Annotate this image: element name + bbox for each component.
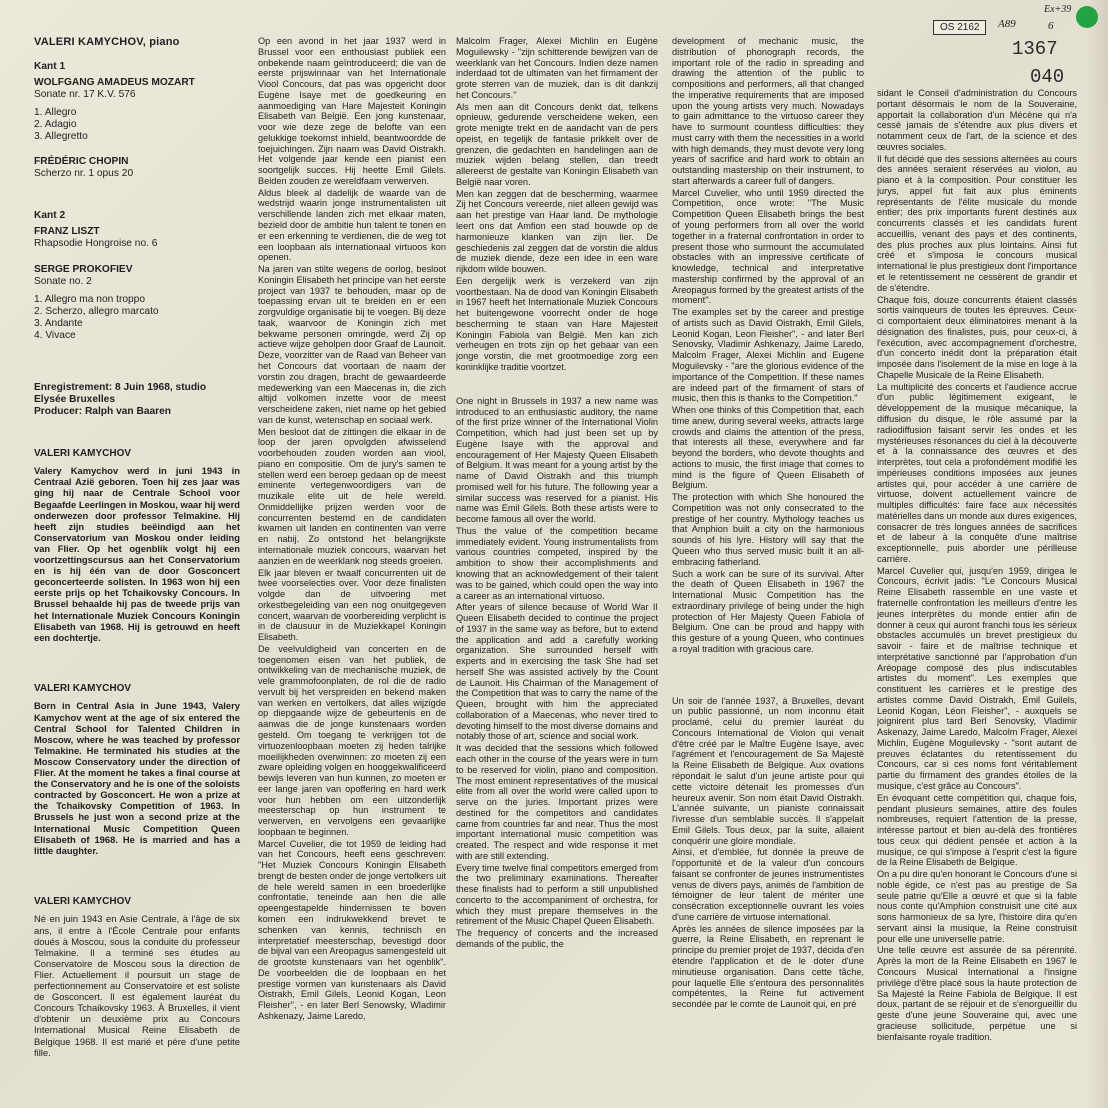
recording-date: Enregistrement: 8 Juin 1968, studio xyxy=(34,381,207,393)
side-2-label: Kant 2 xyxy=(34,210,66,222)
bio-fr: Né en juin 1943 en Asie Centrale, à l'âge de six ans, il entre à l'École Centrale pour enfants doués à Moscou, sous la conduite du professeur Telmakine. Il a terminé ses études au Conservatoire de Moscou sous la direction de Flier. Actuellement il poursuit un stage de perfectionnement au Conservatoire et est soliste de Gosconcert. Il est également lauréat du Concours Tchaikovsky 1963. À Bruxelles, il vient d'obtenir un deuxième prix au Concours International Musical Reine Elisabeth de Belgique 1968. Il est marié et père d'une petite fille. xyxy=(34,913,240,1058)
paragraph-nl: Aldus bleek al dadelijk de waarde van de wedstrijd waarin jonge instrumentalisten uit verschillende landen zich met elkaar maten, bezield door de ambitie hun talent te tonen en er een erkenning te verdienen, die de weg tot een loopbaan als internationaal virtuoos kon openen. xyxy=(258,187,446,263)
composer-mozart: WOLFGANG AMADEUS MOZART xyxy=(34,76,195,88)
work-mozart: Sonate nr. 17 K.V. 576 xyxy=(34,88,136,100)
paragraph-nl: Als men aan dit Concours denkt dat, telkens opnieuw, gedurende verscheidene weken, een grote menigte trekt en de aandacht van de pers opeist, en tegelijk de fantasie prikkelt over de grenzen, die gedachten en handelingen aan de muziek wijden belang stellen, dan treedt allereerst de gestalte van Koningin Elisabeth van België naar voren. xyxy=(456,101,658,187)
paragraph-fr: La multiplicité des concerts et l'audience accrue d'un public légitimement exigeant, le développement de la musique mécanique, la diffusion du disque, le rôle assumé par la radiodiffusion faisant servir les ondes et les mystérieuses résonances du ciel à la découverte et à la connaissance des œuvres et des interprètes, tout cela a profondément modifié les impérieuses conditions imposées aux jeunes artistes qui, pour accéder à une carrière de virtuose, doivent actuellement vaincre de multiples difficultés: faire face aux nécessités matérielles dans un monde aux dures exigences, consacrer de très longues années de sacrifices et de labeur à la conquête d'une maîtrise exceptionnelle, puis aborder une périlleuse carrière. xyxy=(877,381,1077,564)
movement: 2. Adagio xyxy=(34,118,77,130)
column-dutch xyxy=(258,36,446,1096)
paragraph-fr: sidant le Conseil d'administration du Concours portant désormais le nom de la Souveraine, apportait la collaboration d'un Mécène qui n'a cessé jamais de s'étendre aux plus divers et notamment ceux de l'art, de la science et des œuvres sociales. xyxy=(877,88,1077,152)
paragraph-fr: Un soir de l'année 1937, à Bruxelles, devant un public passionné, un nom inconnu était proclamé, celui du premier lauréat du Concours International de Violon qui venait d'être créé par le Maître Eugène Isaye, avec l'agrément et l'encouragement de Sa Majesté la Reine Elisabeth de Belgique. Aux ovations répondait le salut d'un jeune artiste pour qui cette victoire détenait les promesses d'un heureux avenir. Son nom était David Oistrakh. L'année suivante, un pianiste connaissait l'ivresse d'un semblable succès. Il s'appelait Emil Gilels. Tous deux, par la suite, allaient conquérir une gloire mondiale. xyxy=(672,695,864,846)
movement: 2. Scherzo, allegro marcato xyxy=(34,305,159,317)
producer: Producer: Ralph van Baaren xyxy=(34,405,172,417)
paragraph-en: The protection with which She honoured the Competition was not only consecrated to the prestige of her country. Mythology teaches us that Amphion built a city on the harmonious sounds of his lyre. History will say that the Queen who thus served music built it an all-embracing fatherland. xyxy=(672,492,864,567)
paragraph-fr: Après les années de silence imposées par la guerre, la Reine Elisabeth, en reprenant le principe du premier projet de 1937, décida d'en étendre l'application et de le doter d'une minutieuse organisation. Dans cette tâche, pour laquelle Elle s'entoura des personnalités compétentes, la Reine fut activement secondée par le comte de Launoit qui, en pré xyxy=(672,923,864,1010)
movement: 3. Andante xyxy=(34,317,83,329)
paragraph-nl: Na jaren van stilte wegens de oorlog, besloot Koningin Elisabeth het principe van het eerste project van 1937 te behouden, maar op de toepassing ervan uit te breiden en er een zorgvuldige organisatie bij te voegen. Bij deze taak, waarvoor de Koningin zich met bekwame personen omringde, werd Zij op actieve wijze geholpen door Graaf de Launoit. Deze, voorzitter van de Raad van Beheer van het Concours dat voortaan de naam der vorstin zou dragen, bracht de gewaardeerde medewerking van een Maecenas in, die zich altijd volkomen inzette voor de meest verscheidene zaken, niet name op het gebied van de kunst, wetenschap en sociaal werk. xyxy=(258,264,446,425)
column-dutch-english xyxy=(456,36,658,1096)
paragraph-nl: Een dergelijk werk is verzekerd van zijn voortbestaan. Na de dood van Koningin Elisabeth in 1967 heeft het Internationale Muziek Concours het buitengewone voorrecht onder de hoge bescherming te staan van Hare Majesteit Koningin Fabiola van België. Men kan zich verheugen en trots zijn op het gebaar van een jonge vorstin, die met grootmoedige zorg een koninklijke traditie voortzet. xyxy=(456,275,658,372)
movement: 3. Allegretto xyxy=(34,130,88,142)
composer-liszt: FRANZ LISZT xyxy=(34,226,100,238)
paragraph-nl: Op een avond in het jaar 1937 werd in Brussel voor een enthousiast publiek een onbekende naam geïntroduceerd; die van de eerste prijswinnaar van het Internationale Viool Concours, dat pas was opgericht door Eugène Isaye met de goedkeuring en aanmoediging van Hare Majesteit Koningin Elisabeth van België. Een jong kunstenaar, voor wie deze zege de belofte van een gelukkige toekomst inhield, beantwoordde de toejuichingen. Zijn naam was David Oistrakh. Het volgende jaar kende een pianist een soortgelijk succes. Hij heette Emil Gilels. Beiden zouden ze wereldfaam verwerven. xyxy=(258,36,446,186)
artist-line: VALERI KAMYCHOV, piano xyxy=(34,36,180,48)
paragraph-fr: On a pu dire qu'en honorant le Concours d'une si noble égide, ce n'est pas au prestige de Sa seule patrie qu'Elle a œuvré et que si la fable nous conte qu'Amphion construisit une cité aux sons harmonieux de sa lyre, l'histoire dira qu'en servant ainsi la musique, la Reine construisit pour elle une universelle patrie. xyxy=(877,869,1077,944)
paragraph-en: Marcel Cuvelier, who until 1959 directed the Competition, once wrote: "The Music Competition Queen Elisabeth brings the best of young performers from all over the world together in a fraternal confrontation in order to present those who surmount the accumulated obstacles with an impressive certificate of knowledge, technical and interpretative mastership confirmed by the approval of an Areopagus formed by the greatest artists of the moment". xyxy=(672,187,864,306)
recording-venue: Elysée Bruxelles xyxy=(34,393,115,405)
composer-prokofiev: SERGE PROKOFIEV xyxy=(34,264,133,276)
bio-title-fr: VALERI KAMYCHOV xyxy=(34,895,132,907)
paragraph-nl: Men kan zeggen dat de bescherming, waarmee Zij het Concours vereerde, niet alleen gewijd was aan het prestige van Haar land. De mythologie leert ons dat Amfion een stad bouwde op de harmonieuze klanken van zijn lier. De geschiedenis zal zeggen dat de vorstin die aldus de muziek diende, deze een idee in een ware rijkdom wilde bouwen. xyxy=(456,188,658,275)
column-tracklist xyxy=(34,36,240,1096)
work-chopin: Scherzo nr. 1 opus 20 xyxy=(34,168,134,180)
bio-en: Born in Central Asia in June 1943, Valery Kamychov went at the age of six entered the Central School for Talented Children in Moscow, where he was teached by professor Telmakine. He terminated his studies at the Moscow Conservatory under the direction of Flier. At the moment he takes a final course at the Conservatory and he is one of the soloists contracted by Gosconcert. He won a prize at the Tchaikovsky Competition of 1963. In Brussels he just won a second prize at the International Music Competition Queen Elisabeth of 1968. He is married and has a little daughter. xyxy=(34,700,240,856)
paragraph-nl: Marcel Cuvelier, die tot 1959 de leiding had van het Concours, heeft eens geschreven: "Het Muziek Concours Koningin Elisabeth brengt de besten onder de jonge vertolkers uit de hele wereld samen in een broederlijke confrontatie, teneinde aan hen die alle opeengestapelde hindernissen te boven komen een indrukwekkend brevet te schenken van kennis, technisch en interpretatief meesterschap, bevestigd door de bijval van een Areopagus samengesteld uit de grootste kunstenaars van het ogenblik". De voorbeelden die de loopbaan en het prestige vormen van kunstenaars als David Oistrakh, Emil Gilels, Leonid Kogan, Leon Fleisher", - en later Berl Senowsky, Wladimir Ashkenazy, Jaime Laredo, xyxy=(258,838,446,1021)
column-french xyxy=(877,10,1077,1100)
paragraph-nl: Malcolm Frager, Alexei Michlin en Eugène Moguilewsky - "zijn schitterende bewijzen van de weerklank van het Concours. Indien deze namen inderdaad tot de ultimaten van het firmament der grote sterren van de muziek, dan is dit dankzij het Concours." xyxy=(456,36,658,100)
paragraph-fr: En évoquant cette compétition qui, chaque fois, pendant plusieurs semaines, attire des foules nombreuses, requiert l'attention de la presse, intéresse partout et bien au-delà des frontières tous ceux qui dédient pensée et action à la musique, ce qui s'impose à l'esprit c'est la figure de la Reine Elisabeth de Belgique. xyxy=(877,792,1077,868)
paragraph-fr: Marcel Cuvelier qui, jusqu'en 1959, dirigea le Concours, écrivit jadis: "Le Concours Musical Reine Elisabeth rassemble en une vaste et fraternelle confrontation les meilleurs d'entre les jeunes interprètes du monde entier afin de donner à ceux qui auront franchi tous les sérieux obstacles accumulés un brevet prestigieux du savoir - faire et de maîtrise technique et interprétative sanctionné par l'approbation d'un Aréopage composé des plus indiscutables artistes du moment". Les exemples que constituent les carrières et le prestige des artistes comme David Oistrakh, Emil Guilels, Leonid Kogan, Léon Fleisher", - auxquels se joignirent plus tard Berl Senovsky, Vladimir Askenazy, Jaime Laredo, Malcolm Frager, Alexei Michlin, Eugène Moguilevsky - "sont autant de preuves éclatantes du retentissement du Concours, car si ces noms font véritablement partie du firmament des grandes étoiles de la musique, c'est grâce au Concours". xyxy=(877,565,1077,791)
paragraph-en: The examples set by the career and prestige of artists such as David Oistrakh, Emil Gilels, Leonid Kogan, Leon Fleisher", - and later Berl Senovsky, Vladimir Ashkenazy, Jaime Laredo, Malcolm Frager, Alexei Michlin and Eugene Moguilevsky - "are the glorious evidence of the importance of the Competition. If these names are indeed part of the firmament of stars of music, then this is thanks to the Competition." xyxy=(672,307,864,404)
paragraph-en: Such a work can be sure of its survival. After the death of Queen Elisabeth in 1967 the International Music Competition has the extraordinary privilege of being under the high protection of Her Majesty Queen Fabiola of Belgium. One can be proud and happy with this gesture of a young Queen, who continues a royal tradition with gracious care. xyxy=(672,568,864,654)
work-prokofiev: Sonate no. 2 xyxy=(34,276,92,288)
paragraph-en: The frequency of concerts and the increased demands of the public, the xyxy=(456,928,658,950)
paragraph-nl: Elk jaar bleven er twaalf concurrenten uit de twee voorselecties over. Voor deze finalisten volgde dan de uitvoering met orkestbegeleiding van een nog onuitgegeven concert, waarvan de voorbereiding verplicht is in de clausuur in de Muziekkapel Koningin Elisabeth. xyxy=(258,567,446,643)
work-liszt: Rhapsodie Hongroise no. 6 xyxy=(34,238,158,250)
stamped-number: 1367 xyxy=(1012,38,1058,60)
paragraph-en: After years of silence because of World War II Queen Elisabeth decided to continue the project of 1937 in the same way as before, but to extend the application and add a carefully working organization. She surrounded herself with experts and in exercising the task She had set herself She was assisted actively by the Count de Launoit. His Chairman of the Management of the Competition that was to carry the name of the Queen, brought with him the appreciated collaboration of a Maecenas, who never tired to devoting himself to the most diverse domains and notably those of art, science and social work. xyxy=(456,602,658,742)
bio-title-nl: VALERI KAMYCHOV xyxy=(34,447,132,459)
side-1-label: Kant 1 xyxy=(34,60,66,72)
bio-nl: Valery Kamychov werd in juni 1943 in Centraal Azië geboren. Toen hij zes jaar was ging hij naar de Centrale School voor Begaafde Leerlingen in Moskou, waar hij werd onderwezen door professor Telmakine. Hij heeft zijn studies beëindigd aan het Conservatorium van Moskou onder leiding van Flier. Op het ogenblik volgt hij een voortzettingscursus aan het Conservatorium en is hij één van de door Gosconcert geconcerteerde solisten. In 1963 won hij een eerste prijs op het Tchaikovsky Concours. In Brussel behaalde hij pas de tweede prijs van het Internationale Muziek Concours Koningin Elisabeth van 1968. Hij is getrouwd en heeft een dochtertje. xyxy=(34,465,240,643)
edge-shadow xyxy=(1088,0,1108,1108)
bio-title-en: VALERI KAMYCHOV xyxy=(34,682,132,694)
paragraph-nl: De veelvuldigheid van concerten en de toegenomen eisen van het publiek, de ontwikkeling van de mechanische muziek, de vele grammofoonplaten, de rol die de radio vervult bij het verspreiden en bekend maken van werken en vertolkers, dat alles wijzigde op diepgaande wijze de gebeurtenis en de aanwas die de jonge kunstenaars worden gesteld. Om toegang te verkrijgen tot de virtuozenloopbaan moeten zij heden talrijke moeilijkheden overwinnen: zo moeten zij een zware opleiding volgen en hooggekwalificeerd bewijs leveren van hun kunnen, zo moeten er eer lange jaren van opoffering en hard werk voor hun hebben om een uitzonderlijk meesterschap op hun instrument te verwerven, en vervolgens een gevaarlijke loopbaan te beginnen. xyxy=(258,643,446,837)
paragraph-en: development of mechanic music, the distribution of phonograph records, the important role of the radio in spreading and drawing the attention of the public to compositions and performers, all that changed the imperative requirements that are imposed upon the young artists very much. Nowadays to gain admittance to the virtuoso career they have to surmount countless difficulties: they must carry with them the necessities in a world with high demands, they must devote very long years of sacrifice and hard work to obtain an outstanding mastership on their instrument, to start afterwards a career full of dangers. xyxy=(672,36,864,186)
paragraph-en: Thus the value of the competition became immediately evident. Young instrumentalists from various countries competed, inspired by the ambition to show their accomplishments and knowing that an acknowledgement of their talent was to be gained, which could open the way into a career as an international virtuoso. xyxy=(456,525,658,601)
stamp-ex: Ex+39 xyxy=(1044,4,1072,15)
paragraph-fr: Ainsi, et d'emblée, fut donnée la preuve de l'opportunité et de la valeur d'un concours faisant se confronter de jeunes instrumentistes venus de divers pays, animés de l'ambition de témoigner de leur talent de mériter une consécration exceptionnelle ouvrant les voies d'une carrière de virtuose international. xyxy=(672,847,864,922)
movement: 4. Vivace xyxy=(34,329,76,341)
movement: 1. Allegro ma non troppo xyxy=(34,294,146,306)
paragraph-fr: Chaque fois, douze concurrents étaient classés sortis vainqueurs de toutes les épreuves. Ceux-ci comportaient deux éliminatoires menant à la désignation des finalistes, puis, pour ceux-ci, à l'exécution, avec accompagnement d'orchestre, d'un concerto inédit dont la préparation était imposée dans l'isolement de la mise en loge à la Chapelle Musicale de la Reine Elisabeth. xyxy=(877,294,1077,380)
composer-chopin: FRÉDÉRIC CHOPIN xyxy=(34,156,129,168)
paragraph-en: One night in Brussels in 1937 a new name was introduced to an enthusiastic auditory, the name of the first prize winner of the International Violin Competition, which had just been set up by Eugène Isaye with the approval and encouragement of Her Majesty Queen Elisabeth of Belgium. It was meant for a young artist by the name of David Oistrakh and this triumph promised well for his future. The following year a similar success was reserved for a pianist. His name was Emil Gilels. Both these artists were to become famous all over the world. xyxy=(456,395,658,525)
paragraph-en: It was decided that the sessions which followed each other in the course of the years were in turn to be reserved for violin, piano and composition. The most eminent representatives of the musical elite from all over the world were called upon to serve on the juries. Important prizes were destined for the competitors and candidates came from countries far and near. Thus the most important international music competition was created. The respect and wide response it met with are still extending. xyxy=(456,743,658,861)
column-english-french xyxy=(672,36,864,1096)
paragraph-fr: Il fut décidé que des sessions alternées au cours des années seraient réservées au violon, au piano et à la composition. Pour constituer les jurys, appel fut fait aux plus éminents représentants de l'élite musicale du monde entier; des prix importants furent destinés aux concurrents classés et les candidats furent accueillis, venant des pays et des continents, des plus proches aux plus lointains. Ainsi fut créé et s'imposa le concours musical international le plus prestigieux dont l'importance et le retentissement ne cessèrent de grandir et de s'étendre. xyxy=(877,153,1077,293)
paragraph-nl: Men besloot dat de zittingen die elkaar in de loop der jaren opvolgden afwisselend voorbehouden zouden worden aan viool, piano en compositie. Om de jury's samen te stellen werd een beroep gedaan op de meest eminente vertegenwoordigers van de muzikale elite uit de hele wereld. Onmiddellijke prijzen werden voor de concurrenten bestemd en de candidaten kwamen uit landen en continenten van verre en nabij. Zo ontstond het belangrijkste internationale muziek concours, waarvan het aanzien en de weerklank nog steeds groeien. xyxy=(258,426,446,566)
movement: 1. Allegro xyxy=(34,106,77,118)
paragraph-en: When one thinks of this Competition that, each time anew, during several weeks, attracts large crowds and claims the attention of the press, that interests all these, everywhere and far beyond the borders, who devote thoughts and actions to music, the first image that comes to mind is the figure of Queen Elisabeth of Belgium. xyxy=(672,405,864,491)
stamped-number: 040 xyxy=(1030,66,1065,88)
handwritten-note: A89 xyxy=(998,18,1016,30)
paragraph-en: Every time twelve final competitors emerged from the two preliminary examinations. Thereafter these finalists had to perform a still unpublished concerto to the accompaniment of orchestra, for which they must prepare themselves in the retirement of the Music Chapel Queen Elisabeth. xyxy=(456,862,658,927)
handwritten-note: 6 xyxy=(1048,20,1054,32)
paragraph-fr: Une telle œuvre est assurée de sa pérennité. Après la mort de la Reine Elisabeth en 1967 le Concours Musical International a l'insigne privilège d'être placé sous la haute protection de Sa Majesté la Reine Fabiola de Belgique. Il est doux, partant de se réjouir et de s'enorgueillir du geste d'une jeune Souveraine qui, avec une gracieuse sollicitude, perpétue une si bienfaisante royale tradition. xyxy=(877,945,1077,1042)
catalog-number: OS 2162 xyxy=(933,20,986,35)
